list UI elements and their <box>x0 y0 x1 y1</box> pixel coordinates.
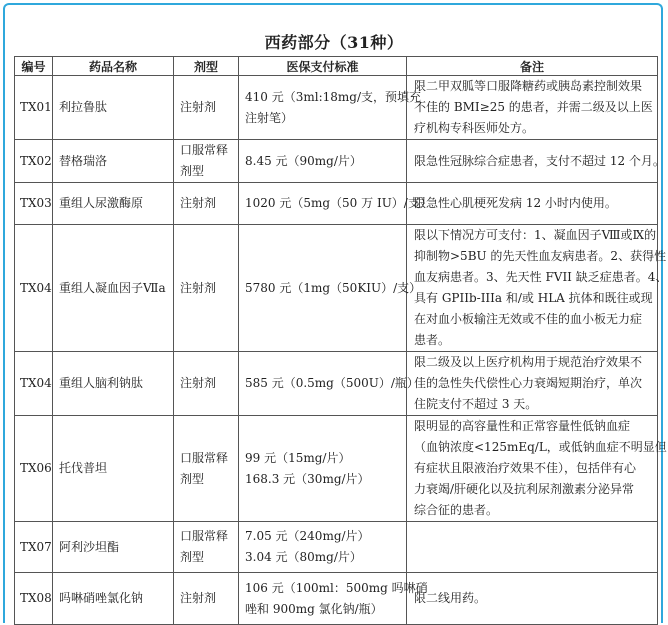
table-row <box>15 225 658 352</box>
cell-payment-standard-line: 1020 元（5mg（50 万 IU）/支） <box>245 196 432 210</box>
cell-payment-standard <box>239 76 421 140</box>
table-row <box>15 352 658 416</box>
cell-payment-standard-line: 99 元（15mg/片） <box>245 450 351 465</box>
cell-dosage-form <box>174 352 239 416</box>
header-standard: 医保支付标准 <box>239 57 407 76</box>
cell-note-line: 在对血小板输注无效或不佳的血小板无力症 <box>414 312 643 326</box>
cell-note-line: 限以下情况方可支付：1、凝血因子Ⅷ或Ⅸ的 <box>414 228 657 242</box>
cell-drug-name: 吗啉硝唑氯化钠 <box>53 573 174 625</box>
cell-note-line: 限急性冠脉综合症患者，支付不超过 12 个月。 <box>414 153 665 168</box>
cell-dosage-form-line: 注射剂 <box>180 196 217 210</box>
cell-note <box>407 140 665 183</box>
cell-payment-standard-line: 410 元（3ml:18mg/支，预填充 <box>245 89 421 104</box>
cell-note-line: 限急性心肌梗死发病 12 小时内使用。 <box>414 196 617 210</box>
drug-table <box>14 56 668 625</box>
cell-note-line: 有症状且限液治疗效果不佳），包括伴有心 <box>414 461 637 475</box>
cell-dosage-form-line: 剂型 <box>180 164 205 178</box>
cell-note-line: 限明显的高容量性和正常容量性低钠血症 <box>414 419 631 433</box>
table-header-row <box>15 57 658 76</box>
cell-drug-name: 重组人凝血因子Ⅶa <box>53 225 174 352</box>
cell-code: TX04 <box>15 225 53 352</box>
cell-payment-standard-line: 8.45 元（90mg/片） <box>245 153 362 168</box>
table-row <box>15 76 658 140</box>
cell-code: TX06 <box>15 416 53 522</box>
cell-note-line: 佳的急性失代偿性心力衰竭短期治疗，单次 <box>414 376 643 390</box>
cell-dosage-form-line: 注射剂 <box>180 591 217 605</box>
cell-payment-standard <box>239 416 407 522</box>
cell-note-line: 限二甲双胍等口服降糖药或胰岛素控制效果 <box>414 79 643 93</box>
table-body <box>15 76 668 625</box>
cell-dosage-form-line: 口服常释 <box>180 143 229 157</box>
header-form: 剂型 <box>174 57 239 76</box>
cell-dosage-form <box>174 416 239 522</box>
cell-note-line: 抑制物>5BU 的先天性血友病患者。2、获得性 <box>414 249 667 263</box>
cell-payment-standard <box>239 573 428 625</box>
cell-dosage-form-line: 剂型 <box>180 550 205 564</box>
cell-code: TX07 <box>15 522 53 573</box>
cell-note <box>407 416 667 522</box>
table-row <box>15 183 658 225</box>
cell-note-line: 疗机构专科医师处方。 <box>414 121 535 135</box>
cell-code: TX08 <box>15 573 53 625</box>
cell-note-line: （血钠浓度<125mEq/L，或低钠血症不明显但 <box>414 440 667 454</box>
cell-dosage-form <box>174 140 239 183</box>
cell-code: TX04 <box>15 352 53 416</box>
cell-payment-standard-line: 注射笔） <box>245 110 294 125</box>
cell-note <box>407 225 668 352</box>
cell-payment-standard-line: 5780 元（1mg（50KIU）/支） <box>245 280 422 295</box>
cell-payment-standard <box>239 522 407 573</box>
cell-dosage-form <box>174 76 239 140</box>
cell-drug-name: 替格瑞洛 <box>53 140 174 183</box>
cell-dosage-form <box>174 225 239 352</box>
cell-drug-name: 托伐普坦 <box>53 416 174 522</box>
header-code: 编号 <box>15 57 53 76</box>
cell-note <box>407 573 658 625</box>
cell-note-line: 不佳的 BMI≥25 的患者，并需二级及以上医 <box>414 100 653 114</box>
cell-dosage-form <box>174 183 239 225</box>
cell-note-line: 住院支付不超过 3 天。 <box>414 397 538 411</box>
cell-dosage-form-line: 口服常释 <box>180 529 229 543</box>
cell-payment-standard-line: 168.3 元（30mg/片） <box>245 471 370 486</box>
cell-note <box>407 352 658 416</box>
cell-payment-standard-line: 唑和 900mg 氯化钠/瓶） <box>245 601 383 616</box>
cell-note-line: 综合征的患者。 <box>414 503 499 517</box>
cell-dosage-form-line: 注射剂 <box>180 376 217 390</box>
cell-note-line: 力衰竭/肝硬化以及抗利尿剂激素分泌异常 <box>414 482 635 496</box>
cell-payment-standard-line: 7.05 元（240mg/片） <box>245 529 370 543</box>
cell-note-line: 限二级及以上医疗机构用于规范治疗效果不 <box>414 355 643 369</box>
cell-drug-name: 阿利沙坦酯 <box>53 522 174 573</box>
cell-payment-standard <box>239 352 419 416</box>
cell-dosage-form-line: 剂型 <box>180 471 205 486</box>
cell-drug-name: 重组人尿激酶原 <box>53 183 174 225</box>
cell-note-line: 限二线用药。 <box>414 591 487 605</box>
cell-dosage-form-line: 口服常释 <box>180 450 229 465</box>
cell-payment-standard-line: 106 元（100ml：500mg 吗啉硝 <box>245 580 428 595</box>
header-name: 药品名称 <box>53 57 174 76</box>
cell-payment-standard <box>239 183 432 225</box>
cell-dosage-form-line: 注射剂 <box>180 280 217 295</box>
page-title: 西药部分（31种） <box>264 33 404 52</box>
cell-payment-standard-line: 3.04 元（80mg/片） <box>245 550 362 564</box>
cell-payment-standard-line: 585 元（0.5mg（500U）/瓶） <box>245 376 419 390</box>
cell-code: TX01 <box>15 76 53 140</box>
cell-note-line: 血友病患者。3、先天性 FVII 缺乏症患者。4、 <box>414 270 668 284</box>
table-row <box>15 522 658 573</box>
cell-note-line: 具有 GPIIb-IIIa 和/或 HLA 抗体和既往或现 <box>414 291 653 305</box>
cell-note <box>407 522 658 573</box>
cell-note-line: 患者。 <box>414 333 451 347</box>
cell-code: TX02 <box>15 140 53 183</box>
table-row <box>15 573 658 625</box>
cell-note <box>407 183 658 225</box>
cell-code: TX03 <box>15 183 53 225</box>
cell-drug-name: 重组人脑利钠肽 <box>53 352 174 416</box>
cell-dosage-form <box>174 573 239 625</box>
cell-drug-name: 利拉鲁肽 <box>53 76 174 140</box>
cell-payment-standard <box>239 140 407 183</box>
table-row <box>15 140 658 183</box>
table-row <box>15 416 658 522</box>
cell-note <box>407 76 658 140</box>
cell-dosage-form <box>174 522 239 573</box>
cell-payment-standard <box>239 225 422 352</box>
header-note: 备注 <box>407 57 658 76</box>
cell-dosage-form-line: 注射剂 <box>180 100 217 114</box>
